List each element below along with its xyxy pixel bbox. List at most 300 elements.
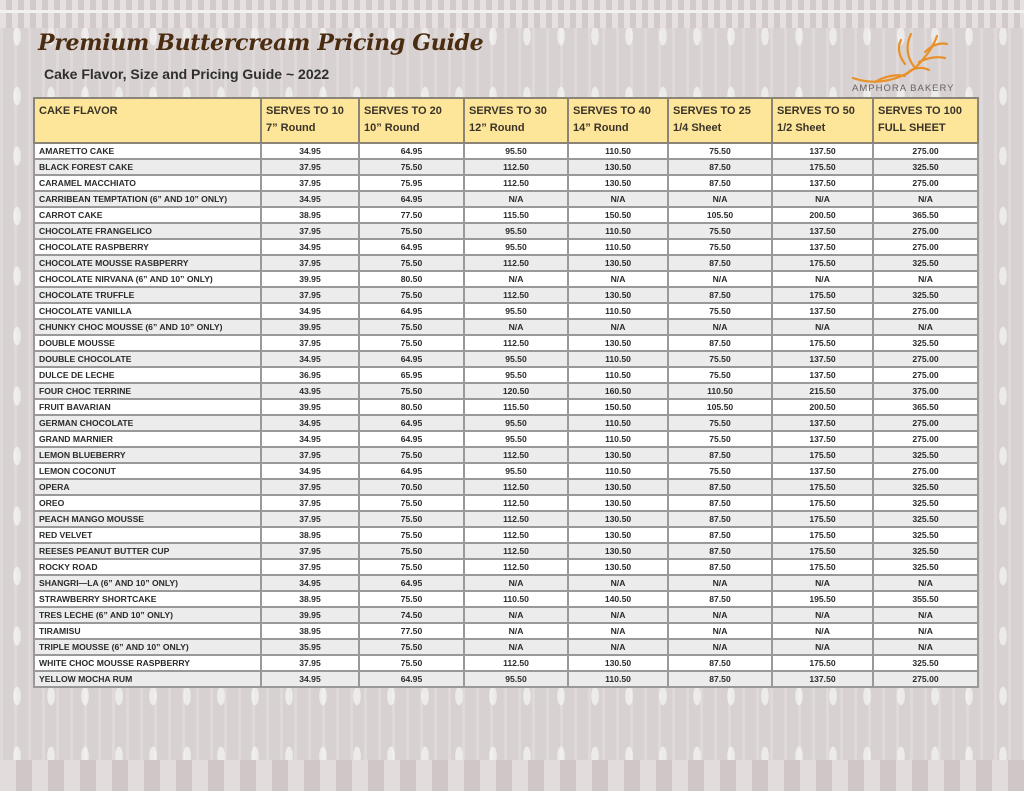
price-cell: 80.50 (359, 399, 464, 415)
column-header (261, 98, 359, 143)
column-header (464, 98, 568, 143)
price-cell: 95.50 (464, 143, 568, 159)
price-cell: 35.95 (261, 639, 359, 655)
price-cell: 75.50 (359, 511, 464, 527)
price-cell: N/A (772, 607, 873, 623)
price-cell: 87.50 (668, 591, 772, 607)
price-cell: 75.50 (359, 287, 464, 303)
flavor-cell: CHOCOLATE NIRVANA (6” AND 10” ONLY) (34, 271, 261, 287)
flavor-cell: OREO (34, 495, 261, 511)
price-cell: 34.95 (261, 463, 359, 479)
table-row (34, 367, 978, 383)
price-cell: 275.00 (873, 463, 978, 479)
price-cell: 175.50 (772, 559, 873, 575)
price-cell: 130.50 (568, 495, 668, 511)
price-cell: 275.00 (873, 367, 978, 383)
price-cell: 95.50 (464, 463, 568, 479)
price-cell: 75.50 (359, 639, 464, 655)
flavor-cell: GERMAN CHOCOLATE (34, 415, 261, 431)
price-cell: 110.50 (568, 351, 668, 367)
page-title: Premium Buttercream Pricing Guide (38, 30, 484, 56)
price-cell: 77.50 (359, 207, 464, 223)
price-cell: 34.95 (261, 431, 359, 447)
table-row (34, 559, 978, 575)
price-cell: 130.50 (568, 159, 668, 175)
price-cell: 64.95 (359, 303, 464, 319)
price-cell: 325.50 (873, 255, 978, 271)
price-cell: 325.50 (873, 335, 978, 351)
price-cell: 39.95 (261, 271, 359, 287)
price-cell: 38.95 (261, 623, 359, 639)
price-cell: N/A (464, 575, 568, 591)
pricing-table (33, 97, 979, 688)
flavor-cell: FRUIT BAVARIAN (34, 399, 261, 415)
price-cell: 175.50 (772, 287, 873, 303)
price-cell: 110.50 (568, 223, 668, 239)
table-row (34, 527, 978, 543)
price-cell: N/A (772, 191, 873, 207)
decorative-top-line (0, 10, 1024, 13)
price-cell: 110.50 (464, 591, 568, 607)
price-cell: 325.50 (873, 559, 978, 575)
price-cell: 150.50 (568, 399, 668, 415)
price-cell: 75.50 (668, 223, 772, 239)
price-cell: 37.95 (261, 159, 359, 175)
table-row (34, 271, 978, 287)
price-cell: 110.50 (568, 415, 668, 431)
price-cell: 175.50 (772, 543, 873, 559)
price-cell: 34.95 (261, 415, 359, 431)
price-cell: 112.50 (464, 335, 568, 351)
price-cell: 75.50 (668, 303, 772, 319)
decorative-bottom-border (0, 760, 1024, 791)
column-header-line1: SERVES TO 30 (469, 105, 547, 117)
price-cell: N/A (873, 575, 978, 591)
price-cell: 130.50 (568, 559, 668, 575)
price-cell: N/A (668, 639, 772, 655)
price-cell: 75.50 (359, 319, 464, 335)
price-cell: 130.50 (568, 527, 668, 543)
flavor-cell: FOUR CHOC TERRINE (34, 383, 261, 399)
price-cell: 365.50 (873, 399, 978, 415)
flavor-cell: CHUNKY CHOC MOUSSE (6” AND 10” ONLY) (34, 319, 261, 335)
flavor-cell: CARROT CAKE (34, 207, 261, 223)
price-cell: 43.95 (261, 383, 359, 399)
price-cell: 64.95 (359, 143, 464, 159)
price-cell: 34.95 (261, 671, 359, 687)
price-cell: 75.50 (668, 239, 772, 255)
price-cell: 34.95 (261, 143, 359, 159)
flavor-cell: CHOCOLATE RASPBERRY (34, 239, 261, 255)
price-cell: 365.50 (873, 207, 978, 223)
price-cell: 87.50 (668, 511, 772, 527)
table-row (34, 351, 978, 367)
price-cell: 37.95 (261, 447, 359, 463)
price-cell: 137.50 (772, 671, 873, 687)
flavor-cell: DULCE DE LECHE (34, 367, 261, 383)
table-row (34, 207, 978, 223)
price-cell: 87.50 (668, 543, 772, 559)
table-row (34, 399, 978, 415)
price-cell: 175.50 (772, 159, 873, 175)
price-cell: 112.50 (464, 287, 568, 303)
price-cell: 75.50 (668, 415, 772, 431)
price-cell: N/A (464, 191, 568, 207)
price-cell: 275.00 (873, 303, 978, 319)
column-header (359, 98, 464, 143)
price-cell: 130.50 (568, 447, 668, 463)
price-cell: 130.50 (568, 287, 668, 303)
price-cell: 275.00 (873, 671, 978, 687)
price-cell: 75.50 (359, 223, 464, 239)
price-cell: 75.50 (668, 143, 772, 159)
column-header-line1: SERVES TO 100 (878, 105, 962, 117)
price-cell: 75.50 (359, 383, 464, 399)
price-cell: 75.50 (359, 527, 464, 543)
flavor-cell: TRIPLE MOUSSE (6” AND 10” ONLY) (34, 639, 261, 655)
price-cell: 65.95 (359, 367, 464, 383)
table-row (34, 511, 978, 527)
column-header (568, 98, 668, 143)
price-cell: 175.50 (772, 255, 873, 271)
price-cell: 137.50 (772, 463, 873, 479)
price-cell: 37.95 (261, 495, 359, 511)
price-cell: 130.50 (568, 511, 668, 527)
column-header (668, 98, 772, 143)
flavor-cell: REESES PEANUT BUTTER CUP (34, 543, 261, 559)
price-cell: 34.95 (261, 575, 359, 591)
price-cell: 112.50 (464, 511, 568, 527)
price-cell: 325.50 (873, 447, 978, 463)
price-cell: N/A (772, 271, 873, 287)
table-row (34, 639, 978, 655)
price-cell: N/A (873, 623, 978, 639)
price-cell: 74.50 (359, 607, 464, 623)
flavor-cell: CHOCOLATE VANILLA (34, 303, 261, 319)
table-row (34, 543, 978, 559)
flavor-cell: PEACH MANGO MOUSSE (34, 511, 261, 527)
price-cell: 37.95 (261, 559, 359, 575)
price-cell: 95.50 (464, 303, 568, 319)
price-cell: 95.50 (464, 367, 568, 383)
price-cell: 325.50 (873, 543, 978, 559)
price-cell: 325.50 (873, 511, 978, 527)
price-cell: 112.50 (464, 527, 568, 543)
price-cell: 64.95 (359, 575, 464, 591)
price-cell: 112.50 (464, 495, 568, 511)
price-cell: 34.95 (261, 351, 359, 367)
column-header-line2: 12” Round (469, 122, 525, 134)
price-cell: 137.50 (772, 351, 873, 367)
column-header-line1: SERVES TO 20 (364, 105, 442, 117)
table-row (34, 655, 978, 671)
price-cell: 87.50 (668, 159, 772, 175)
column-header-line1: SERVES TO 40 (573, 105, 651, 117)
column-header-line2: 1/4 Sheet (673, 122, 722, 134)
price-cell: 110.50 (568, 367, 668, 383)
price-cell: 39.95 (261, 607, 359, 623)
price-cell: 175.50 (772, 335, 873, 351)
price-cell: 275.00 (873, 239, 978, 255)
price-cell: N/A (568, 575, 668, 591)
table-row (34, 447, 978, 463)
price-cell: 325.50 (873, 159, 978, 175)
price-cell: N/A (668, 271, 772, 287)
price-cell: 95.50 (464, 431, 568, 447)
price-cell: 87.50 (668, 655, 772, 671)
table-row (34, 175, 978, 191)
price-cell: N/A (772, 575, 873, 591)
price-cell: 75.50 (668, 367, 772, 383)
price-cell: 64.95 (359, 351, 464, 367)
flavor-cell: YELLOW MOCHA RUM (34, 671, 261, 687)
page-subtitle: Cake Flavor, Size and Pricing Guide ~ 2022 (44, 66, 330, 82)
column-header (873, 98, 978, 143)
price-cell: 75.50 (359, 255, 464, 271)
price-cell: 112.50 (464, 447, 568, 463)
price-cell: 95.50 (464, 415, 568, 431)
table-row (34, 159, 978, 175)
price-cell: 87.50 (668, 495, 772, 511)
price-cell: N/A (568, 607, 668, 623)
flavor-cell: CARRIBEAN TEMPTATION (6” AND 10” ONLY) (34, 191, 261, 207)
price-cell: 110.50 (568, 463, 668, 479)
flavor-cell: LEMON COCONUT (34, 463, 261, 479)
price-cell: 75.50 (359, 495, 464, 511)
price-cell: 95.50 (464, 239, 568, 255)
price-cell: N/A (668, 607, 772, 623)
price-cell: 75.50 (359, 159, 464, 175)
price-cell: 110.50 (568, 143, 668, 159)
price-cell: 275.00 (873, 431, 978, 447)
price-cell: 34.95 (261, 303, 359, 319)
price-cell: 75.50 (359, 655, 464, 671)
price-cell: 75.95 (359, 175, 464, 191)
flavor-cell: ROCKY ROAD (34, 559, 261, 575)
price-cell: N/A (873, 607, 978, 623)
price-cell: N/A (772, 639, 873, 655)
column-header-line2: 10” Round (364, 122, 420, 134)
price-cell: 64.95 (359, 671, 464, 687)
table-row (34, 607, 978, 623)
price-cell: 175.50 (772, 447, 873, 463)
price-cell: N/A (668, 191, 772, 207)
price-cell: N/A (668, 319, 772, 335)
table-row (34, 591, 978, 607)
column-header-line2: 7” Round (266, 122, 316, 134)
table-row (34, 335, 978, 351)
table-row (34, 287, 978, 303)
column-header-line1: SERVES TO 10 (266, 105, 344, 117)
price-cell: 130.50 (568, 655, 668, 671)
price-cell: 112.50 (464, 655, 568, 671)
price-cell: 115.50 (464, 399, 568, 415)
price-cell: 137.50 (772, 303, 873, 319)
price-cell: 137.50 (772, 143, 873, 159)
table-row (34, 575, 978, 591)
price-cell: 87.50 (668, 671, 772, 687)
price-cell: 38.95 (261, 207, 359, 223)
price-cell: 75.50 (668, 351, 772, 367)
price-cell: 75.50 (668, 431, 772, 447)
flavor-cell: BLACK FOREST CAKE (34, 159, 261, 175)
price-cell: 64.95 (359, 239, 464, 255)
price-cell: 137.50 (772, 415, 873, 431)
price-cell: 37.95 (261, 175, 359, 191)
price-cell: 325.50 (873, 287, 978, 303)
price-cell: 110.50 (568, 431, 668, 447)
price-cell: 112.50 (464, 255, 568, 271)
price-cell: 375.00 (873, 383, 978, 399)
price-cell: 87.50 (668, 559, 772, 575)
column-header (34, 98, 261, 143)
price-cell: 105.50 (668, 399, 772, 415)
price-cell: 64.95 (359, 415, 464, 431)
price-cell: 36.95 (261, 367, 359, 383)
price-cell: N/A (873, 191, 978, 207)
price-cell: 95.50 (464, 671, 568, 687)
price-cell: 37.95 (261, 655, 359, 671)
flavor-cell: CHOCOLATE TRUFFLE (34, 287, 261, 303)
flavor-cell: CARAMEL MACCHIATO (34, 175, 261, 191)
price-cell: 87.50 (668, 479, 772, 495)
price-cell: N/A (568, 271, 668, 287)
table-row (34, 495, 978, 511)
table-row (34, 671, 978, 687)
price-cell: 37.95 (261, 223, 359, 239)
price-cell: 34.95 (261, 239, 359, 255)
price-cell: N/A (464, 271, 568, 287)
price-cell: 130.50 (568, 479, 668, 495)
price-cell: 175.50 (772, 511, 873, 527)
price-cell: 137.50 (772, 175, 873, 191)
column-header-line1: SERVES TO 50 (777, 105, 855, 117)
price-cell: 200.50 (772, 399, 873, 415)
table-row (34, 303, 978, 319)
price-cell: 275.00 (873, 175, 978, 191)
price-cell: 112.50 (464, 559, 568, 575)
price-cell: N/A (464, 623, 568, 639)
column-header-line2: 14” Round (573, 122, 629, 134)
price-cell: 112.50 (464, 543, 568, 559)
price-cell: 150.50 (568, 207, 668, 223)
price-cell: 37.95 (261, 511, 359, 527)
flavor-cell: LEMON BLUEBERRY (34, 447, 261, 463)
price-cell: N/A (873, 639, 978, 655)
price-cell: 34.95 (261, 191, 359, 207)
table-row (34, 239, 978, 255)
price-cell: 275.00 (873, 415, 978, 431)
flavor-cell: GRAND MARNIER (34, 431, 261, 447)
price-cell: 38.95 (261, 527, 359, 543)
price-cell: 112.50 (464, 175, 568, 191)
flavor-cell: OPERA (34, 479, 261, 495)
price-cell: 275.00 (873, 351, 978, 367)
price-cell: 130.50 (568, 255, 668, 271)
flavor-cell: RED VELVET (34, 527, 261, 543)
table-row (34, 623, 978, 639)
table-row (34, 319, 978, 335)
price-cell: 87.50 (668, 335, 772, 351)
flavor-cell: DOUBLE MOUSSE (34, 335, 261, 351)
price-cell: 130.50 (568, 543, 668, 559)
price-cell: N/A (772, 319, 873, 335)
price-cell: N/A (873, 271, 978, 287)
price-cell: 75.50 (668, 463, 772, 479)
price-cell: 175.50 (772, 479, 873, 495)
price-cell: 175.50 (772, 527, 873, 543)
price-cell: N/A (568, 639, 668, 655)
flavor-cell: DOUBLE CHOCOLATE (34, 351, 261, 367)
price-cell: 137.50 (772, 431, 873, 447)
price-cell: 195.50 (772, 591, 873, 607)
column-header (772, 98, 873, 143)
flavor-cell: SHANGRI—LA (6” AND 10” ONLY) (34, 575, 261, 591)
price-cell: 37.95 (261, 335, 359, 351)
price-cell: 80.50 (359, 271, 464, 287)
price-cell: N/A (568, 191, 668, 207)
table-row (34, 143, 978, 159)
price-cell: 64.95 (359, 191, 464, 207)
price-cell: 87.50 (668, 255, 772, 271)
price-cell: N/A (464, 319, 568, 335)
price-cell: 160.50 (568, 383, 668, 399)
price-cell: 325.50 (873, 527, 978, 543)
flavor-cell: TIRAMISU (34, 623, 261, 639)
price-cell: N/A (464, 607, 568, 623)
price-cell: 38.95 (261, 591, 359, 607)
price-cell: 37.95 (261, 543, 359, 559)
price-cell: 325.50 (873, 495, 978, 511)
price-cell: N/A (568, 623, 668, 639)
price-cell: 77.50 (359, 623, 464, 639)
price-cell: N/A (772, 623, 873, 639)
column-header-line2: FULL SHEET (878, 122, 946, 134)
price-cell: 175.50 (772, 655, 873, 671)
flavor-cell: WHITE CHOC MOUSSE RASPBERRY (34, 655, 261, 671)
price-cell: 325.50 (873, 655, 978, 671)
table-header-row (34, 98, 978, 143)
price-cell: 200.50 (772, 207, 873, 223)
price-cell: 87.50 (668, 175, 772, 191)
price-cell: 137.50 (772, 367, 873, 383)
flavor-cell: STRAWBERRY SHORTCAKE (34, 591, 261, 607)
table-row (34, 255, 978, 271)
price-cell: 137.50 (772, 239, 873, 255)
price-cell: 75.50 (359, 543, 464, 559)
price-cell: 39.95 (261, 319, 359, 335)
price-cell: 110.50 (668, 383, 772, 399)
decorative-top-border (0, 0, 1024, 28)
price-cell: N/A (668, 623, 772, 639)
table-row (34, 431, 978, 447)
table-row (34, 383, 978, 399)
price-cell: 87.50 (668, 527, 772, 543)
price-cell: 325.50 (873, 479, 978, 495)
flavor-cell: CHOCOLATE MOUSSE RASBPERRY (34, 255, 261, 271)
price-cell: 39.95 (261, 399, 359, 415)
table-row (34, 463, 978, 479)
price-cell: 110.50 (568, 303, 668, 319)
logo-text: AMPHORA BAKERY (852, 83, 955, 94)
column-header-line1: SERVES TO 25 (673, 105, 751, 117)
price-cell: 112.50 (464, 159, 568, 175)
price-cell: 75.50 (359, 447, 464, 463)
price-cell: 70.50 (359, 479, 464, 495)
price-cell: 95.50 (464, 223, 568, 239)
price-cell: 87.50 (668, 287, 772, 303)
price-cell: 275.00 (873, 143, 978, 159)
